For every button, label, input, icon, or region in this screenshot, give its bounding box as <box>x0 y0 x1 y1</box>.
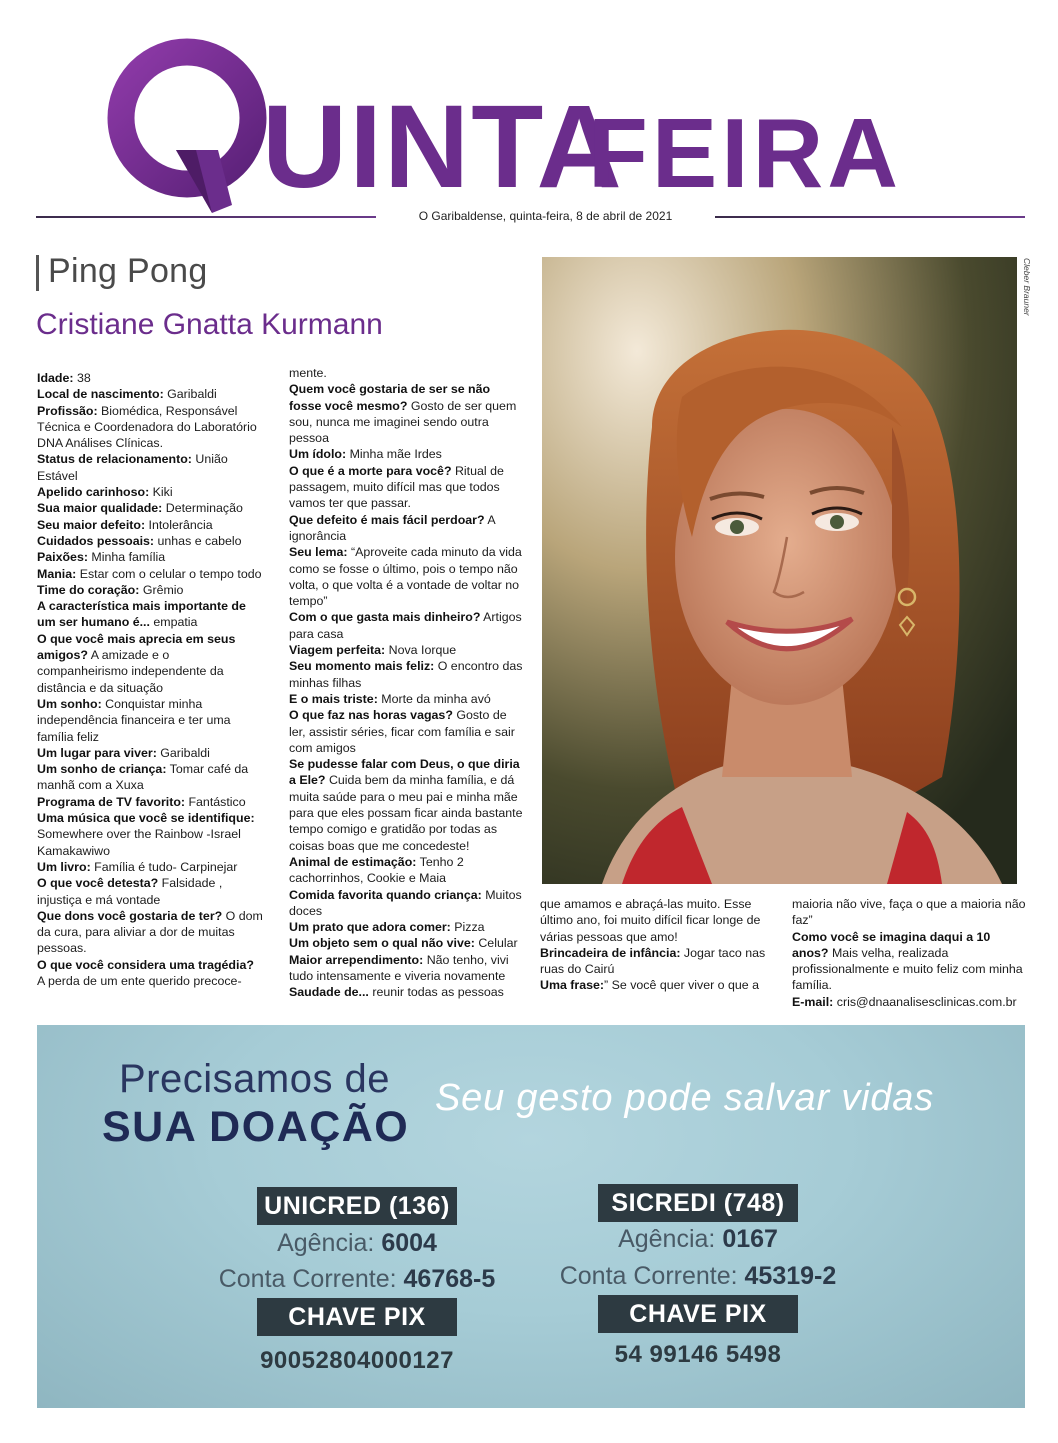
bank-2-pix-label: CHAVE PIX <box>598 1295 798 1333</box>
interview-entry <box>289 887 525 920</box>
masthead-title-second: FEIRA <box>588 98 902 208</box>
interview-entry <box>37 859 263 875</box>
interview-answer: União Estável <box>37 452 228 483</box>
interview-entry <box>37 810 263 859</box>
interview-question: Um lugar para viver: <box>37 745 157 760</box>
interview-question: Um livro: <box>37 859 91 874</box>
interview-column-4 <box>792 896 1028 1010</box>
interview-entry <box>37 484 263 500</box>
interview-question: Uma música que você se identifique: <box>37 811 255 826</box>
interview-answer: que amamos e abraçá-las muito. Esse último ano, foi muito difícil ficar longe de várias pessoas que amo! <box>540 897 761 944</box>
interview-answer: Família é tudo- Carpinejar <box>90 859 238 874</box>
interview-question: O que você detesta? <box>37 876 159 891</box>
portrait-photo <box>542 257 1017 884</box>
interview-question: Mania: <box>37 566 77 581</box>
donation-heading-line1: Precisamos de <box>119 1057 391 1101</box>
interview-answer: Tenho 2 cachorrinhos, Cookie e Maia <box>289 854 464 886</box>
portrait-illustration <box>542 257 1017 884</box>
bank-2-account: Conta Corrente: 45319-2 <box>559 1262 837 1290</box>
bank-2-agency: Agência: 0167 <box>618 1225 778 1253</box>
interview-entry <box>792 896 1028 929</box>
interview-question: Um sonho: <box>37 696 102 711</box>
interview-question: Seu momento mais feliz: <box>289 659 435 674</box>
masthead-rule-left <box>36 216 376 218</box>
interview-question: O que faz nas horas vagas? <box>289 708 453 723</box>
interview-question: Que dons você gostaria de ter? <box>37 908 223 923</box>
bank-1-pix-label: CHAVE PIX <box>257 1298 457 1336</box>
interview-question: Profissão: <box>37 403 98 418</box>
interview-entry <box>289 707 525 756</box>
interview-entry <box>37 566 263 582</box>
interview-answer: Não tenho, vivi tudo intensamente e viveria novamente <box>289 952 509 983</box>
interview-question: Saudade de... <box>289 985 369 1000</box>
interview-entry <box>37 403 263 452</box>
interview-answer: empatia <box>149 615 198 630</box>
interview-answer: Grêmio <box>139 582 184 597</box>
interview-answer: Minha mãe Irdes <box>346 447 442 462</box>
interview-answer: Estar com o celular o tempo todo <box>76 566 262 581</box>
interview-answer: A perda de um ente querido precoce- <box>37 973 242 988</box>
interview-question: Time do coração: <box>37 582 140 597</box>
donation-tagline: Seu gesto pode salvar vidas <box>435 1077 935 1119</box>
bank-2-pix-value: 54 99146 5498 <box>614 1341 782 1368</box>
interview-answer: Garibaldi <box>163 387 217 402</box>
interview-entry <box>792 994 1028 1010</box>
interview-answer: Gosto de ler, assistir séries, ficar com família e sair com amigos <box>289 708 515 755</box>
interview-answer: Intolerância <box>145 517 213 532</box>
interview-question: Status de relacionamento: <box>37 452 192 467</box>
interview-answer: Kiki <box>149 485 173 500</box>
interview-answer: Ritual de passagem, muito difícil mas que todos vamos ter que passar. <box>289 463 504 511</box>
interview-column-1 <box>37 370 263 989</box>
interview-question: O que é a morte para você? <box>289 463 452 478</box>
interview-question: Comida favorita quando criança: <box>289 887 482 902</box>
interview-entry <box>289 512 525 545</box>
interview-entry <box>289 919 525 935</box>
interview-question: A característica mais importante de um ser humano é... <box>37 599 246 630</box>
interview-entry <box>792 929 1028 994</box>
interview-entry <box>37 370 263 386</box>
interview-question: Se pudesse falar com Deus, o que diria a Ele? <box>289 757 520 788</box>
interview-entry <box>289 756 525 854</box>
interview-entry <box>540 977 774 993</box>
interview-question: Apelido carinhoso: <box>37 485 150 500</box>
interview-answer: Biomédica, Responsável Técnica e Coordenadora do Laboratório DNA Análises Clínicas. <box>37 403 257 451</box>
interview-entry <box>289 365 525 381</box>
interview-entry <box>37 631 263 696</box>
masthead-title-first: UINTA <box>262 81 624 213</box>
interview-entry <box>37 517 263 533</box>
bank-1-agency: Agência: 6004 <box>277 1229 437 1257</box>
interview-answer: Pizza <box>450 920 485 935</box>
interview-question: Animal de estimação: <box>289 854 417 869</box>
person-name: Cristiane Gnatta Kurmann <box>36 308 383 341</box>
interview-question: Local de nascimento: <box>37 387 164 402</box>
interview-column-3 <box>540 896 774 994</box>
interview-answer: “Aproveite cada minuto da vida como se fosse o último, pois o tempo não volta, o que volta é a vontade de voltar no tempo” <box>289 545 522 609</box>
interview-answer: Somewhere over the Rainbow -Israel Kamakawiwo <box>37 827 241 858</box>
interview-question: O que você mais aprecia em seus amigos? <box>37 631 236 663</box>
interview-question: Seu lema: <box>289 545 348 560</box>
interview-answer: Jogar taco nas ruas do Cairú <box>540 945 766 977</box>
photo-credit: Cleber Brauner <box>1022 258 1032 316</box>
interview-entry <box>289 854 525 887</box>
interview-answer: 38 <box>73 371 91 385</box>
donation-banner <box>37 1025 1025 1408</box>
donation-heading-line2: SUA DOAÇÃO <box>102 1103 410 1151</box>
dateline: O Garibaldense, quinta-feira, 8 de abril de 2021 <box>418 209 673 223</box>
interview-question: Quem você gostaria de ser se não fosse você mesmo? <box>289 382 491 413</box>
section-bar <box>36 255 39 291</box>
interview-entry <box>37 549 263 565</box>
interview-answer: mente. <box>289 366 327 380</box>
interview-question: Um sonho de criança: <box>37 762 167 777</box>
interview-entry <box>37 745 263 761</box>
bank-1-pix-value: 90052804000127 <box>260 1347 454 1374</box>
interview-entry <box>37 794 263 810</box>
interview-question: Maior arrependimento: <box>289 952 424 967</box>
interview-answer: A ignorância <box>289 512 495 543</box>
interview-entry <box>289 984 525 1000</box>
bank-1-account: Conta Corrente: 46768-5 <box>218 1265 496 1293</box>
interview-answer: maioria não vive, faça o que a maioria não faz” <box>792 897 1026 928</box>
interview-answer: Tomar café da manhã com a Xuxa <box>37 762 249 793</box>
interview-question: O que você considera uma tragédia? <box>37 957 254 972</box>
interview-answer: Celular <box>474 936 518 951</box>
interview-entry <box>289 609 525 642</box>
interview-answer: Fantástico <box>185 794 246 809</box>
interview-answer: Mais velha, realizada profissionalmente e muito feliz com minha família. <box>792 945 1023 993</box>
interview-question: Um ídolo: <box>289 447 347 462</box>
masthead <box>0 0 1058 230</box>
interview-entry <box>37 761 263 794</box>
interview-question: Sua maior qualidade: <box>37 501 163 516</box>
interview-answer: Minha família <box>87 550 166 565</box>
interview-question: Um objeto sem o qual não vive: <box>289 936 475 951</box>
interview-question: Viagem perfeita: <box>289 643 386 658</box>
interview-answer: Muitos doces <box>289 887 522 918</box>
interview-entry <box>37 533 263 549</box>
interview-answer: ” Se você quer viver o que a <box>604 978 760 993</box>
interview-answer: unhas e cabelo <box>154 533 242 548</box>
interview-answer: Artigos para casa <box>289 610 522 641</box>
interview-question: Seu maior defeito: <box>37 517 146 532</box>
interview-question: Cuidados pessoais: <box>37 533 155 548</box>
interview-answer: Garibaldi <box>156 745 210 760</box>
masthead-rule-right <box>715 216 1025 218</box>
section-label: Ping Pong <box>48 252 208 290</box>
interview-entry <box>289 642 525 658</box>
interview-entry <box>37 875 263 908</box>
interview-entry <box>37 500 263 516</box>
interview-entry <box>37 386 263 402</box>
interview-answer: Morte da minha avó <box>377 691 491 706</box>
interview-entry <box>37 451 263 484</box>
interview-answer: Cuida bem da minha família, e dá muita saúde para o meu pai e minha mãe para que eles possam ficar ainda bastante tempo comigo e gratidão por todas as coisas boas que me concedeste! <box>289 773 523 853</box>
bank-2-name: SICREDI (748) <box>598 1184 798 1222</box>
interview-question: Idade: <box>37 371 74 385</box>
interview-question: Com o que gasta mais dinheiro? <box>289 610 481 625</box>
interview-answer: Nova Iorque <box>385 643 457 658</box>
interview-entry <box>37 908 263 957</box>
interview-question: Que defeito é mais fácil perdoar? <box>289 512 485 527</box>
interview-question: Programa de TV favorito: <box>37 794 186 809</box>
interview-answer: O encontro das minhas filhas <box>289 659 523 690</box>
interview-entry <box>37 957 263 990</box>
interview-entry <box>37 598 263 631</box>
interview-question: Um prato que adora comer: <box>289 920 451 935</box>
bank-1-name: UNICRED (136) <box>257 1187 457 1225</box>
interview-answer: Gosto de ser quem sou, nunca me imaginei sendo outra pessoa <box>289 398 517 446</box>
interview-question: Paixões: <box>37 550 88 565</box>
interview-answer: Determinação <box>162 501 243 516</box>
interview-answer: Conquistar minha independência financeira e ter uma família feliz <box>37 696 231 744</box>
interview-column-2 <box>289 365 525 1001</box>
interview-answer: cris@dnaanalisesclinicas.com.br <box>833 994 1017 1009</box>
interview-answer: Falsidade , injustiça e má vontade <box>37 876 223 907</box>
interview-entry <box>289 463 525 512</box>
interview-answer: A amizade e o companheirismo independente da distância e da situação <box>37 648 224 695</box>
interview-entry <box>289 381 525 446</box>
interview-entry <box>37 696 263 745</box>
masthead-logo <box>0 0 1058 230</box>
interview-question: Como você se imagina daqui a 10 anos? <box>792 929 991 960</box>
interview-answer: reunir todas as pessoas <box>368 985 504 1000</box>
interview-question: Brincadeira de infância: <box>540 945 681 960</box>
interview-question: Uma frase: <box>540 978 605 993</box>
interview-entry <box>540 945 774 978</box>
interview-entry <box>289 935 525 951</box>
interview-entry <box>289 952 525 985</box>
interview-question: E-mail: <box>792 994 834 1009</box>
interview-entry <box>289 446 525 462</box>
interview-entry <box>289 544 525 609</box>
interview-answer: O dom da cura, para aliviar a dor de muitas pessoas. <box>37 908 263 956</box>
interview-entry <box>289 658 525 691</box>
interview-entry <box>540 896 774 945</box>
interview-entry <box>37 582 263 598</box>
interview-question: E o mais triste: <box>289 691 378 706</box>
interview-entry <box>289 691 525 707</box>
